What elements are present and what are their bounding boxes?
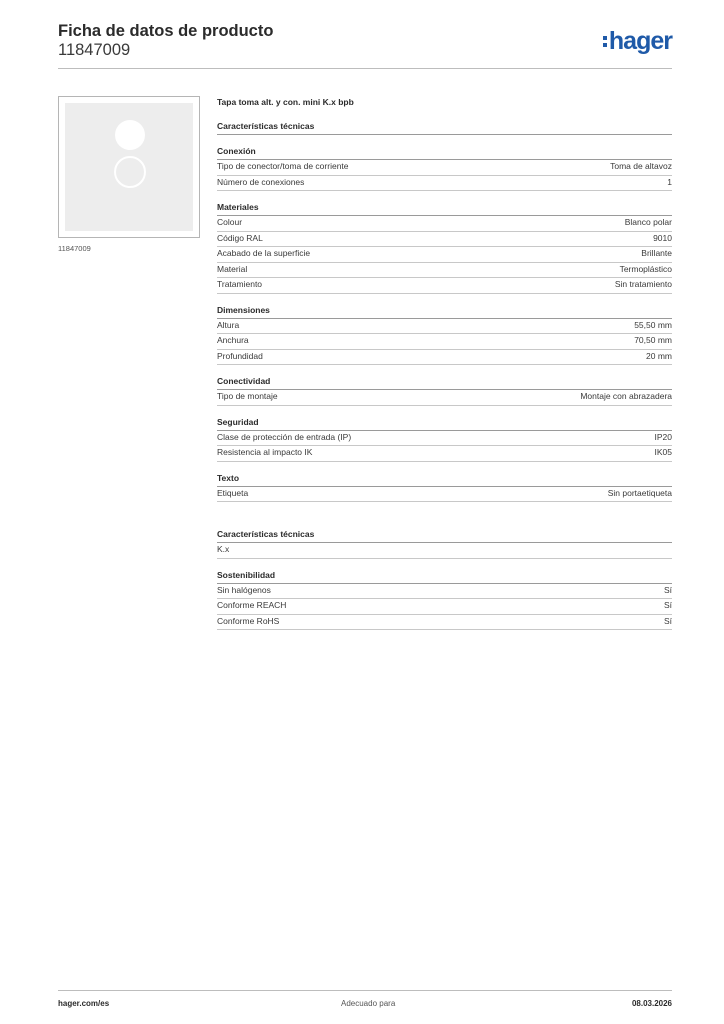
- spec-label: Sin halógenos: [217, 584, 271, 595]
- logo-text: hager: [608, 26, 672, 55]
- spec-row: [217, 615, 672, 631]
- spec-groups: [217, 120, 672, 630]
- spec-label: Código RAL: [217, 232, 263, 243]
- spec-value: Montaje con abrazadera: [580, 391, 672, 401]
- spec-row: [217, 446, 672, 462]
- spec-row: [217, 232, 672, 248]
- product-number: 11847009: [58, 41, 131, 59]
- spec-label: Anchura: [217, 335, 249, 345]
- spec-group: [217, 472, 672, 503]
- spec-group: [217, 304, 672, 366]
- spec-value: Sí: [663, 600, 672, 610]
- image-caption: 11847009: [58, 244, 91, 253]
- section-heading: Dimensiones: [217, 304, 672, 319]
- spec-value: IP20: [654, 431, 672, 442]
- spec-label: K.x: [217, 544, 230, 554]
- footer-center-text: Adecuado para: [341, 999, 396, 1008]
- spec-row: [217, 216, 672, 232]
- spec-label: Material: [217, 263, 248, 274]
- top-opening: [115, 120, 145, 150]
- section-heading: Texto: [217, 472, 672, 487]
- section-heading: Materiales: [217, 201, 672, 216]
- spec-row: [217, 247, 672, 263]
- spec-sheet: [217, 96, 672, 630]
- page-header: [58, 20, 672, 70]
- spec-row: [217, 487, 672, 503]
- logo-dots-icon: [603, 36, 607, 47]
- header-divider: [58, 68, 672, 69]
- spec-label: Tipo de conector/toma de corriente: [217, 161, 349, 171]
- spec-row: [217, 176, 672, 192]
- spec-label: Conforme RoHS: [217, 615, 280, 626]
- spec-row: [217, 263, 672, 279]
- footer-date: 08.03.2026: [631, 999, 672, 1008]
- spec-group: [217, 416, 672, 462]
- spec-value: 55,50 mm: [634, 319, 672, 330]
- bottom-opening: [114, 156, 146, 188]
- section-heading: Seguridad: [217, 416, 672, 431]
- spec-value: Brillante: [641, 248, 672, 258]
- spec-row: [217, 278, 672, 294]
- spec-value: Sin portaetiqueta: [607, 487, 672, 498]
- hager-logo: [603, 26, 672, 56]
- spec-label: Colour: [217, 217, 243, 227]
- cover-plate-image: [65, 103, 193, 231]
- section-heading: Conexión: [217, 145, 672, 160]
- spec-value: Sin tratamiento: [614, 279, 672, 289]
- spec-label: Tipo de montaje: [217, 391, 278, 401]
- spec-row: [217, 543, 672, 559]
- spec-value: Sí: [663, 615, 672, 626]
- section-heading: Sostenibilidad: [217, 569, 672, 584]
- spec-row: [217, 319, 672, 335]
- section-heading: Características técnicas: [217, 120, 672, 135]
- spec-row: [217, 390, 672, 406]
- section-heading: Características técnicas: [217, 528, 672, 543]
- spec-label: Profundidad: [217, 350, 263, 361]
- spec-value: 1: [667, 176, 672, 187]
- product-image: [58, 96, 200, 238]
- spec-row: [217, 160, 672, 176]
- spec-value: 9010: [653, 232, 672, 243]
- spec-label: Altura: [217, 319, 240, 330]
- spec-value: Toma de altavoz: [610, 161, 672, 171]
- spec-value: 70,50 mm: [634, 335, 672, 345]
- page-footer: [58, 990, 672, 1008]
- spec-group: [217, 528, 672, 559]
- footer-website: hager.com/es: [58, 999, 110, 1008]
- spec-row: [217, 584, 672, 600]
- spec-label: Número de conexiones: [217, 176, 305, 187]
- spec-label: Conforme REACH: [217, 600, 287, 610]
- spec-label: Resistencia al impacto IK: [217, 447, 313, 457]
- spec-row: [217, 431, 672, 447]
- product-name: Tapa toma alt. y con. mini K.x bpb: [217, 97, 354, 107]
- spec-group: [217, 120, 672, 135]
- spec-label: Clase de protección de entrada (IP): [217, 431, 352, 442]
- spec-row: [217, 599, 672, 615]
- section-heading: Conectividad: [217, 375, 672, 390]
- spec-label: Tratamiento: [217, 279, 263, 289]
- spec-value: IK05: [654, 447, 672, 457]
- spec-value: Blanco polar: [624, 217, 672, 227]
- spec-group: [217, 375, 672, 406]
- spec-label: Etiqueta: [217, 487, 249, 498]
- spec-group: [217, 569, 672, 631]
- spec-value: Sí: [663, 584, 672, 595]
- spec-value: Termoplástico: [619, 263, 672, 274]
- spec-group: [217, 145, 672, 191]
- document-title: Ficha de datos de producto: [58, 22, 274, 40]
- spec-value: 20 mm: [646, 350, 672, 361]
- spec-row: [217, 350, 672, 366]
- spec-row: [217, 334, 672, 350]
- spec-label: Acabado de la superficie: [217, 248, 311, 258]
- spec-group: [217, 201, 672, 294]
